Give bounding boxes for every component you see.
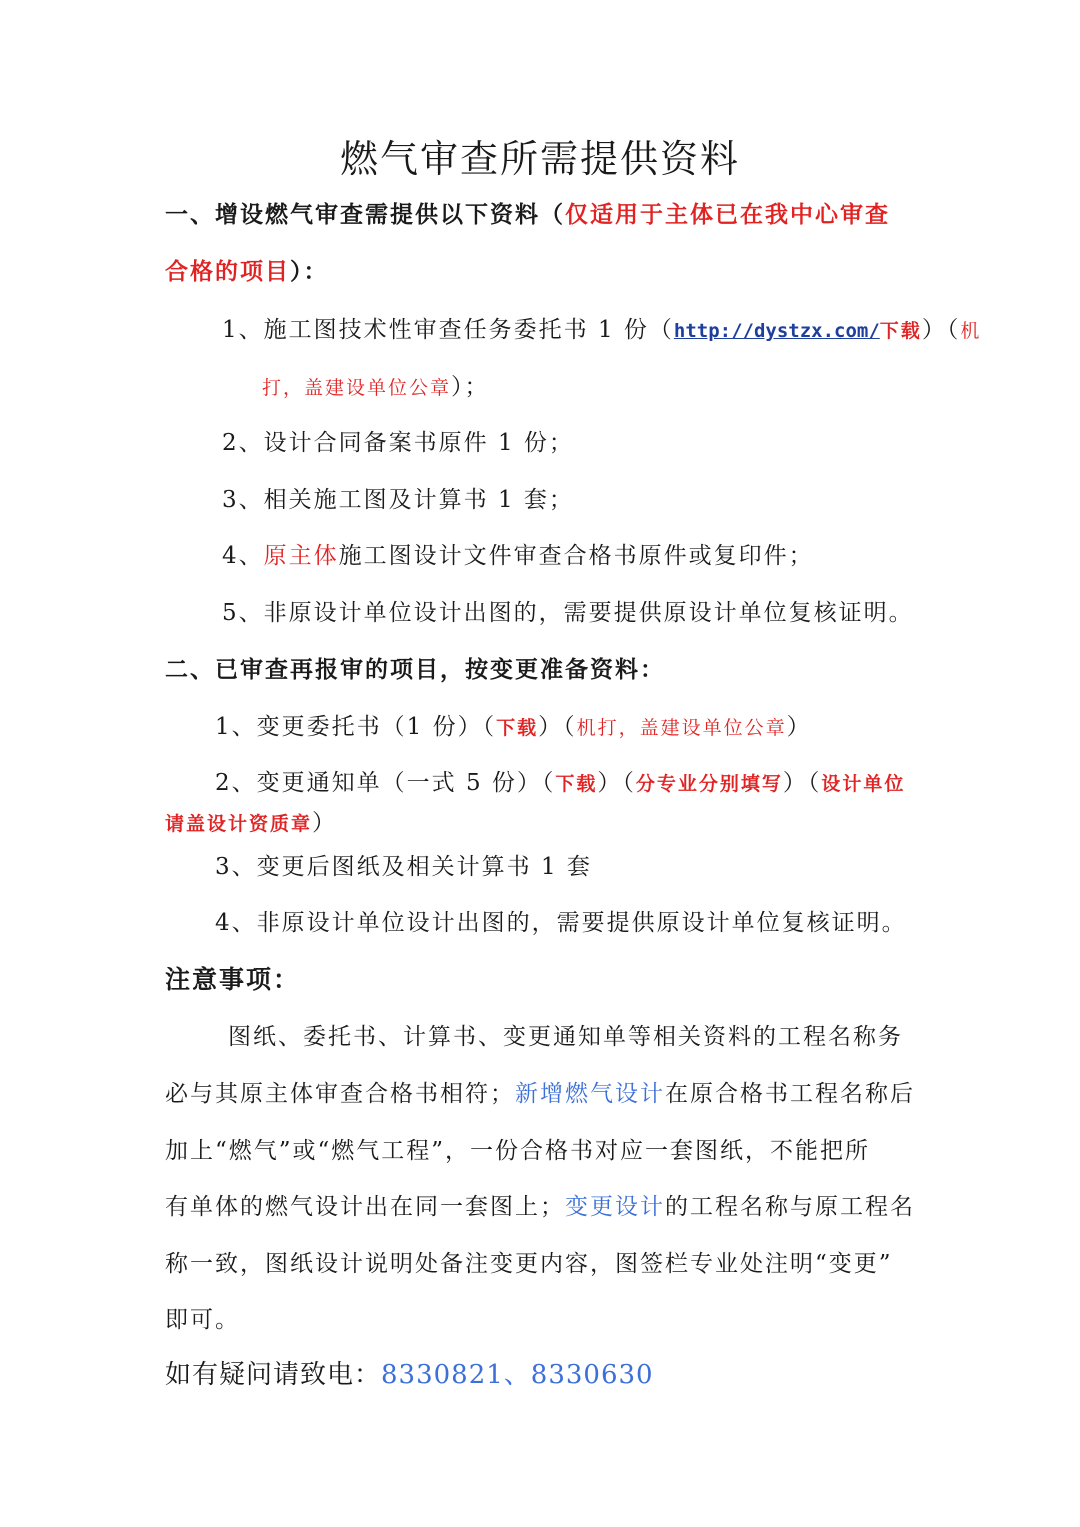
notice-line-6: 即可。 bbox=[165, 1307, 240, 1333]
section1-item2: 2、设计合同备案书原件 1 份； bbox=[222, 430, 574, 456]
section2-item4: 4、非原设计单位设计出图的，需要提供原设计单位复核证明。 bbox=[215, 910, 907, 936]
section2-item2-cont: 请盖设计资质章） bbox=[165, 810, 338, 836]
section1-heading-cont: 合格的项目）： bbox=[165, 259, 329, 285]
section1-item3: 3、相关施工图及计算书 1 套； bbox=[222, 487, 574, 513]
download-site-link[interactable]: http://dystzx.com/ bbox=[673, 320, 880, 342]
section2-item3: 3、变更后图纸及相关计算书 1 套 bbox=[215, 854, 592, 880]
download-link[interactable]: 下载 bbox=[879, 320, 922, 342]
contact-label: 如有疑问请致电： bbox=[165, 1360, 382, 1390]
section1-item1: 1、施工图技术性审查任务委托书 1 份（http://dystzx.com/下载）（机 bbox=[222, 317, 982, 343]
contact-phones[interactable]: 8330821、8330630 bbox=[381, 1360, 654, 1390]
notice-line-2: 必与其原主体审查合格书相符；新增燃气设计在原合格书工程名称后 bbox=[165, 1081, 915, 1107]
section1-item5: 5、非原设计单位设计出图的，需要提供原设计单位复核证明。 bbox=[222, 600, 914, 626]
section1-item1-cont: 打，盖建设单位公章）； bbox=[262, 374, 490, 400]
download-link-2[interactable]: 下载 bbox=[496, 717, 539, 739]
section2-heading: 二、已审查再报审的项目，按变更准备资料： bbox=[165, 657, 665, 683]
notice-line-1: 图纸、委托书、计算书、变更通知单等相关资料的工程名称务 bbox=[228, 1024, 903, 1050]
notice-line-4: 有单体的燃气设计出在同一套图上；变更设计的工程名称与原工程名 bbox=[165, 1194, 915, 1220]
notice-line-3: 加上“燃气”或“燃气工程”，一份合格书对应一套图纸，不能把所 bbox=[165, 1138, 871, 1164]
contact-line bbox=[165, 1360, 654, 1390]
section2-item2: 2、变更通知单（一式 5 份）（下载）（分专业分别填写）（设计单位 bbox=[215, 770, 906, 796]
section1-heading-note: 仅适用于主体已在我中心审查 bbox=[565, 202, 890, 228]
page-title: 燃气审查所需提供资料 bbox=[339, 137, 740, 181]
notice-heading: 注意事项： bbox=[165, 965, 301, 994]
download-link-3[interactable]: 下载 bbox=[555, 773, 598, 795]
section1-heading: 一、增设燃气审查需提供以下资料（仅适用于主体已在我中心审查 bbox=[165, 202, 890, 228]
notice-line-5: 称一致，图纸设计说明处备注变更内容，图签栏专业处注明“变更” bbox=[165, 1251, 893, 1277]
section1-item4: 4、原主体施工图设计文件审查合格书原件或复印件； bbox=[222, 543, 814, 569]
section2-item1: 1、变更委托书（1 份）（下载）（机打，盖建设单位公章） bbox=[215, 714, 812, 740]
